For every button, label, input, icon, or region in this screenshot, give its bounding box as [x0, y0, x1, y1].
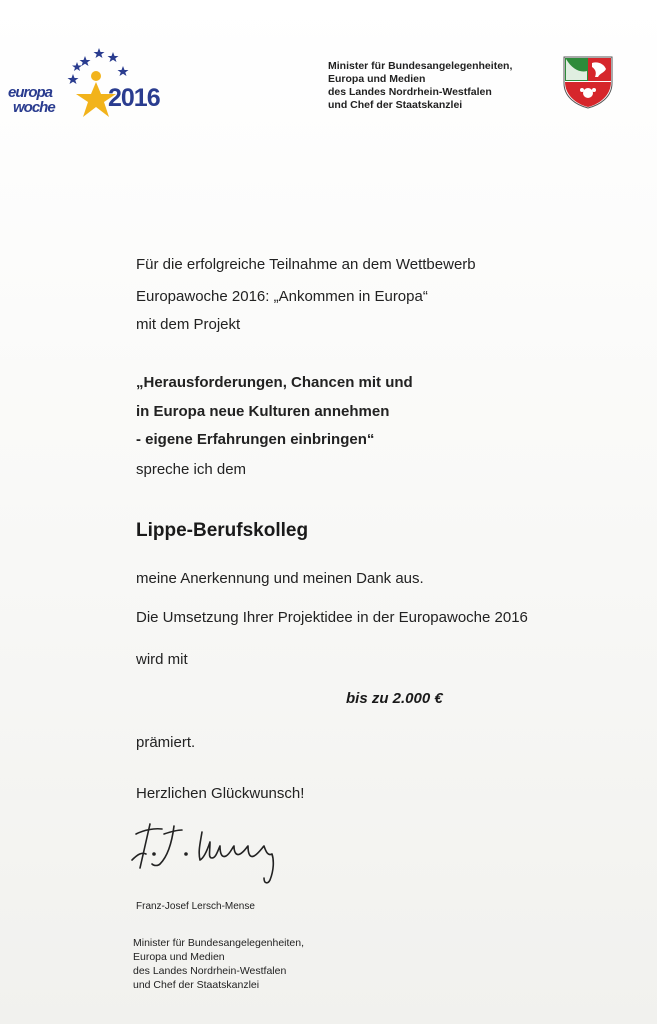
project-title-line-1: „Herausforderungen, Chancen mit und	[136, 374, 413, 391]
footer-ministry-line: des Landes Nordrhein-Westfalen	[133, 965, 287, 977]
footer-ministry-line: Minister für Bundesangelegenheiten,	[133, 937, 305, 949]
header-ministry-line: des Landes Nordrhein-Westfalen	[328, 86, 492, 98]
europawoche-logo	[5, 40, 180, 120]
intro-line-1: Für die erfolgreiche Teilnahme an dem Wettbewerb	[136, 256, 476, 273]
footer-ministry-block	[133, 936, 304, 992]
header-ministry-line: und Chef der Staatskanzlei	[328, 99, 463, 111]
thanks-line: meine Anerkennung und meinen Dank aus.	[136, 570, 424, 587]
congratulations-line: Herzlichen Glückwunsch!	[136, 785, 305, 802]
footer-ministry-line: und Chef der Staatskanzlei	[133, 979, 260, 991]
logo-word-europa: europa	[8, 84, 53, 101]
logo-word-woche: woche	[13, 99, 55, 116]
address-line: spreche ich dem	[136, 461, 247, 478]
award-lead-line: wird mit	[136, 651, 188, 668]
footer-ministry-line: Europa und Medien	[133, 951, 225, 963]
signer-name: Franz-Josef Lersch-Mense	[136, 901, 255, 912]
project-title-line-3: - eigene Erfahrungen einbringen“	[136, 431, 375, 448]
implementation-line: Die Umsetzung Ihrer Projektidee in der Europawoche 2016	[136, 609, 528, 626]
intro-line-2: Europawoche 2016: „Ankommen in Europa“	[136, 288, 428, 305]
header-ministry-block	[328, 60, 558, 112]
header-ministry-line: Europa und Medien	[328, 73, 426, 85]
awarded-line: prämiert.	[136, 734, 196, 751]
intro-line-3: mit dem Projekt	[136, 316, 241, 333]
handwritten-signature	[128, 812, 298, 892]
project-title-line-2: in Europa neue Kulturen annehmen	[136, 403, 390, 420]
recipient-name: Lippe-Berufskolleg	[136, 520, 309, 541]
nrw-coat-of-arms-icon	[562, 55, 614, 109]
award-amount: bis zu 2.000 €	[346, 690, 443, 707]
header-ministry-line: Minister für Bundesangelegenheiten,	[328, 60, 513, 72]
logo-year: 2016	[108, 84, 160, 112]
